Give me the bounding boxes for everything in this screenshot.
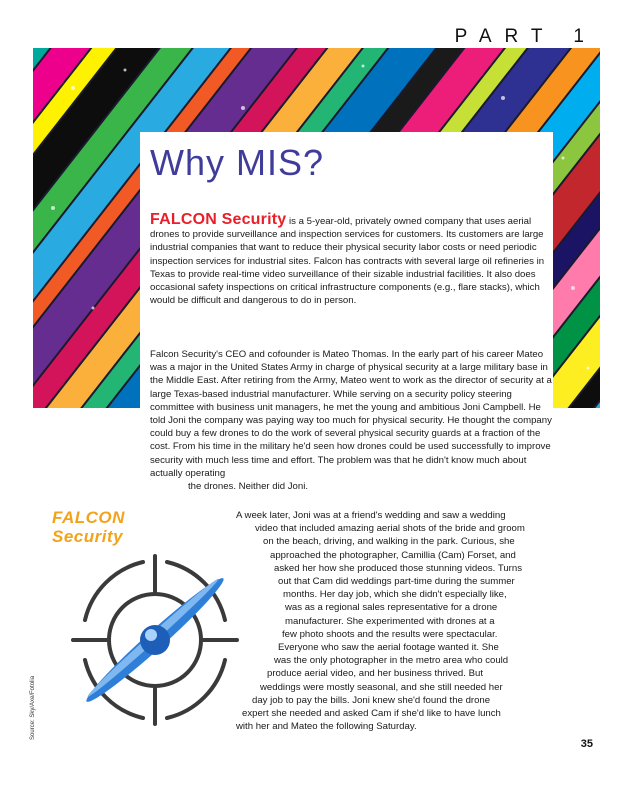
text-line: on the beach, driving, and walking in the park. Curious, she [263, 536, 515, 548]
text-line: was the only photographer in the metro area who could [274, 655, 509, 667]
intro-text: is a 5-year-old, privately owned company that uses aerial drones to provide surveillance and inspection services for customers. Its customers are large industrial companies that want to reduce their physical security labor costs or need periodic inspection services for industrial sites. Falcon has contracts with several large oil refineries in Texas to provide real-time video surveillance of their sizable industrial facilities. It also does occasional safety inspections on critical infrastructure components (e.g., flare stacks), which would be difficult and dangerous to do in person. [150, 216, 545, 307]
image-credit: Source: Sky/Axe/Fotolia [30, 675, 36, 740]
page-number: 35 [580, 738, 593, 750]
text-line: was as a regional sales representative for a drone [285, 602, 498, 614]
chapter-title: Why MIS? [150, 142, 325, 183]
text-line: few photo shoots and the results were spectacular. [282, 628, 498, 640]
part-label: PART 1 [454, 26, 597, 47]
text-line: approached the photographer, Camillia (Cam) Forset, and [270, 549, 516, 561]
text-line: expert she needed and asked Cam if she'd like to have lunch [242, 708, 501, 720]
text-line: with her and Mateo the following Saturday. [236, 721, 417, 733]
text-line: manufacturer. She experimented with drones at a [285, 615, 495, 627]
drone-illustration [55, 540, 255, 745]
brand-name: FALCON Security [150, 211, 287, 228]
paragraph-ceo-last-line: the drones. Neither did Joni. [188, 481, 308, 493]
text-line: day job to pay the bills. Joni knew she'd found the drone [252, 694, 491, 706]
text-line: produce aerial video, and her business thrived. But [267, 668, 483, 680]
text-line: out that Cam did weddings part-time during the summer [278, 576, 515, 588]
paragraph-ceo [150, 348, 554, 493]
paragraph-ceo-text: Falcon Security's CEO and cofounder is Mateo Thomas. In the early part of his career Mateo was a major in the United States Army in charge of physical security at a large military base in the Middle East. After retiring from the Army, Mateo went to work as the director of security at a large Texas-based industrial manufacturer. While serving on a security policy steering committee with business unit managers, he met the young and ambitious Joni Campbell. He told Joni the company was paying way too much for physical security. He thought the company could buy a few drones to do the work of several physical security guards at a fraction of the cost. From his time in the military he'd seen how drones could be used successfully to improve security with much less time and effort. The problem was that he didn't know much about actually operating [150, 349, 552, 479]
text-line: asked her how she produced those stunning videos. Turns [274, 562, 522, 574]
text-line: video that included amazing aerial shots of the bride and groom [255, 523, 525, 535]
logo-line-2: Security [52, 527, 124, 546]
text-line: months. Her day job, which she didn't especially like, [283, 589, 507, 601]
text-line: A week later, Joni was at a friend's wedding and saw a wedding [236, 510, 506, 521]
text-line: weddings were mostly seasonal, and she still needed her [260, 681, 503, 693]
logo-line-1: FALCON [52, 508, 125, 527]
text-line: Everyone who saw the aerial footage wanted it. She [278, 642, 499, 654]
paragraph-wedding [236, 509, 536, 733]
intro-paragraph [150, 213, 554, 307]
